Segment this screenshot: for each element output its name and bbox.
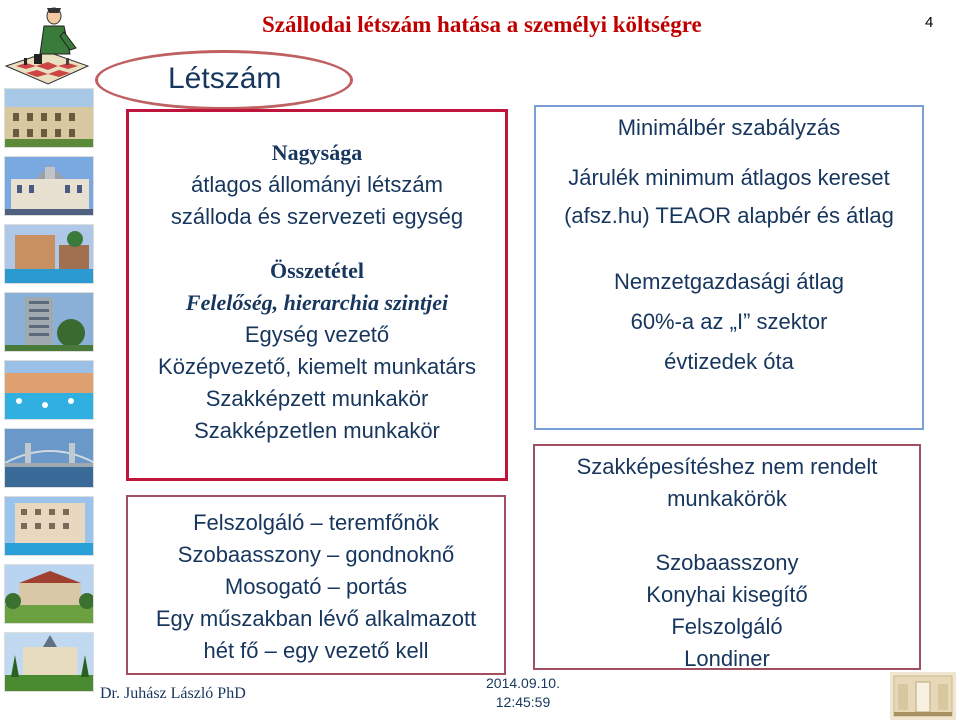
wage-line-5: évtizedek óta [664,349,794,374]
unqualified-heading-2: munkakörök [667,486,787,511]
composition-item: Szakképzetlen munkakör [194,418,440,443]
wage-line-4: 60%-a az „I” szektor [630,309,828,334]
resort-pool-photo [4,360,94,420]
chess-player-icon [4,4,90,86]
footer-time-text: 12:45:59 [495,694,551,710]
size-line-2: szálloda és szervezeti egység [170,204,464,229]
spacer [534,232,924,266]
letszam-label: Létszám [168,62,282,95]
minimum-wage-heading: Minimálbér szabályzás [617,115,841,140]
minimum-wage-content [534,112,924,378]
composition-item: Középvezető, kiemelt munkatárs [158,354,476,379]
author-footer: Dr. Juhász László PhD [100,685,246,702]
staffing-line: hét fő – egy vezető kell [203,638,429,663]
castle-photo [4,632,94,692]
unqualified-item: Londiner [684,646,770,671]
footer-date-text: 2014.09.10. [486,675,560,691]
unqualified-item: Felszolgáló [671,614,783,639]
building-photo [4,88,94,148]
date-footer [473,674,573,712]
unqualified-item: Szobaasszony [655,550,799,575]
size-composition-content [126,137,508,447]
staffing-line: Felszolgáló – teremfőnök [193,510,439,535]
composition-item: Egység vezető [244,322,390,347]
wage-line-2: (afsz.hu) TEAOR alapbér és átlag [564,203,894,228]
palace-photo [4,156,94,216]
unqualified-item: Konyhai kisegítő [646,582,808,607]
tower-photo [4,292,94,352]
staffing-line: Mosogató – portás [224,574,408,599]
size-heading: Nagysága [271,140,363,165]
staffing-line: Egy műszakban lévő alkalmazott [155,606,477,631]
staffing-line: Szobaasszony – gondnoknő [177,542,455,567]
lobby-photo [890,672,956,720]
unqualified-jobs-content [533,451,921,675]
wage-line-3: Nemzetgazdasági átlag [614,269,844,294]
slide-title: Szállodai létszám hatása a személyi költségre [262,12,702,37]
size-line-1: átlagos állományi létszám [191,172,443,197]
park-photo [4,564,94,624]
hotel-pool-photo [4,224,94,284]
spacer [533,515,921,547]
hotel-building-photo [4,496,94,556]
bridge-photo [4,428,94,488]
unqualified-heading-1: Szakképesítéshez nem rendelt [576,454,878,479]
composition-item: Szakképzett munkakör [205,386,429,411]
hierarchy-line: Felelőség, hierarchia szintjei [185,290,449,315]
spacer [534,144,924,162]
staffing-rules-content [126,507,506,667]
page-number: 4 [925,14,934,31]
composition-heading: Összetétel [269,258,365,283]
wage-line-1: Járulék minimum átlagos kereset [568,165,890,190]
